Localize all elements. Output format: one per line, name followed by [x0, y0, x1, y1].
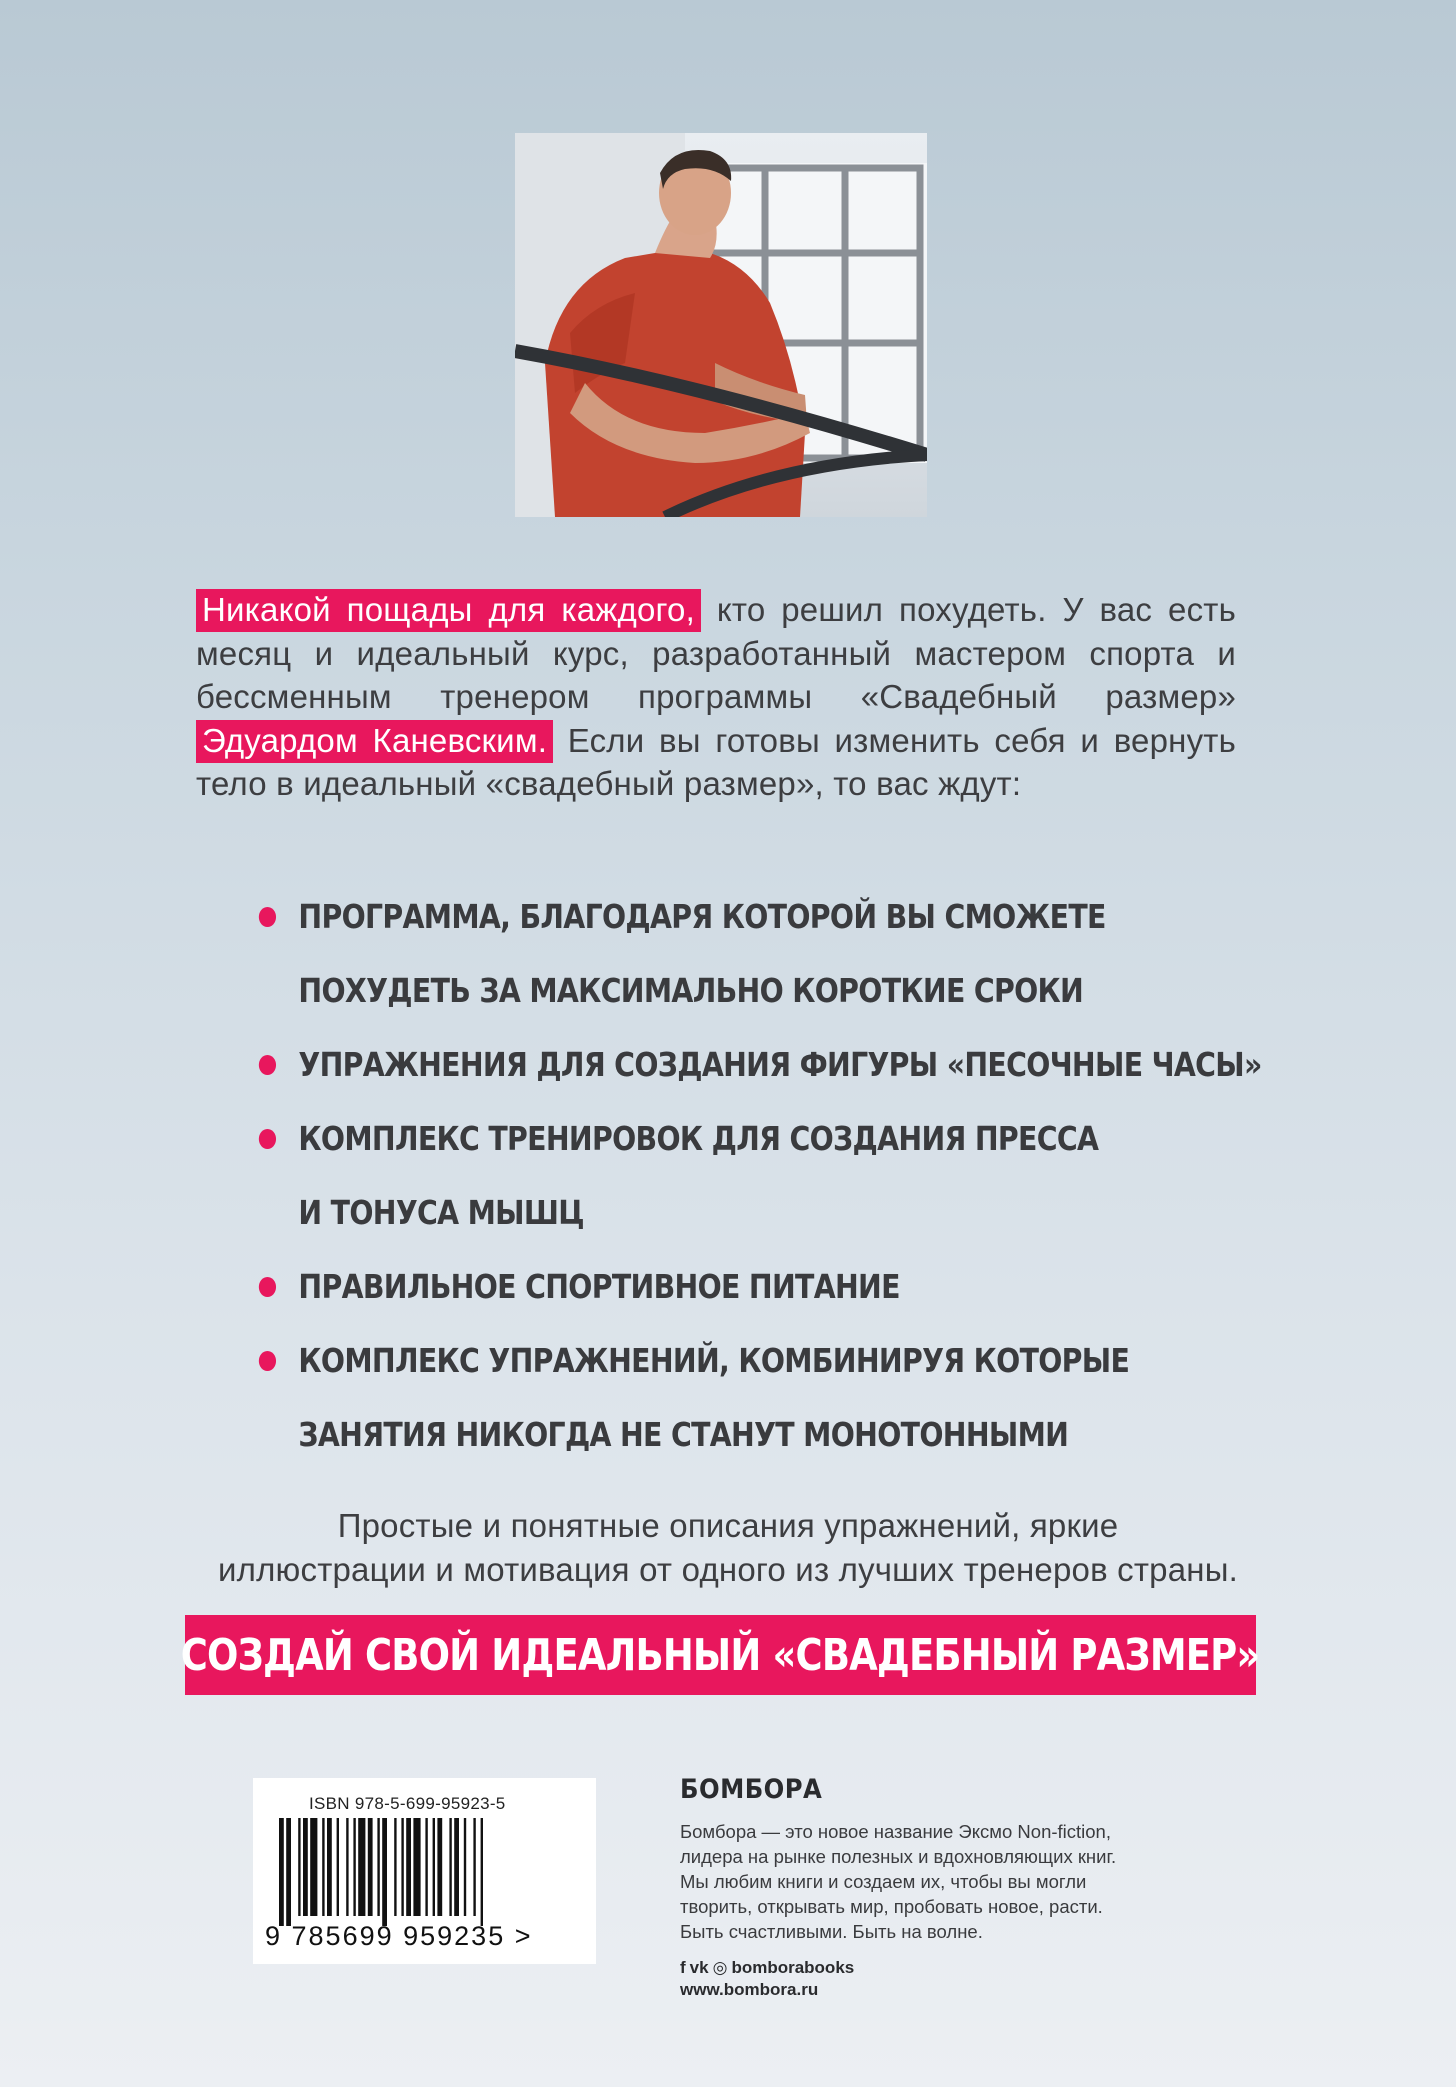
list-item — [264, 1250, 1210, 1324]
social-handle[interactable]: bomborabooks — [731, 1958, 855, 1977]
intro-text-2: Если вы готовы изменить себя и вернуть тело в идеальный «свадебный размер», то вас ждут: — [196, 721, 1236, 802]
list-item-text: ПРАВИЛЬНОЕ СПОРТИВНОЕ ПИТАНИЕ — [298, 1267, 900, 1306]
list-item-continuation — [264, 1398, 1210, 1472]
instagram-icon[interactable]: ◎ — [712, 1958, 728, 1977]
list-item — [264, 1028, 1262, 1102]
list-item-continuation — [264, 1176, 1210, 1250]
barcode-icon — [275, 1818, 575, 1926]
isbn-text: ISBN 978-5-699-95923-5 — [309, 1794, 506, 1813]
feature-list — [264, 880, 1364, 1472]
slogan-banner — [181, 1615, 1260, 1695]
publisher-description — [680, 1819, 1220, 1944]
summary-line-1: Простые и понятные описания упражнений, яркие — [337, 1507, 1119, 1544]
publisher-description-line: лидера на рынке полезных и вдохновляющих книг. — [680, 1846, 1117, 1867]
slogan-text: СОЗДАЙ СВОЙ ИДЕАЛЬНЫЙ «СВАДЕБНЫЙ РАЗМЕР» — [181, 1629, 1260, 1681]
list-item-text: УПРАЖНЕНИЯ ДЛЯ СОЗДАНИЯ ФИГУРЫ «ПЕСОЧНЫЕ ЧАСЫ» — [298, 1045, 1262, 1084]
list-item-text: ЗАНЯТИЯ НИКОГДА НЕ СТАНУТ МОНОТОННЫМИ — [298, 1415, 1069, 1454]
bullet-dot-icon — [259, 1277, 276, 1297]
publisher-description-line: Бомбора — это новое название Эксмо Non-fiction, — [680, 1821, 1111, 1842]
list-item — [264, 880, 1210, 954]
facebook-icon[interactable]: f — [680, 1958, 686, 1977]
website-link[interactable]: www.bombora.ru — [680, 1980, 819, 1999]
barcode-digits: 9 785699 959235 > — [265, 1921, 533, 1951]
publisher-block — [680, 1774, 1220, 2000]
publisher-description-line: Быть счастливыми. Быть на волне. — [680, 1921, 983, 1942]
author-photo — [515, 133, 927, 517]
list-item-text: КОМПЛЕКС ТРЕНИРОВОК ДЛЯ СОЗДАНИЯ ПРЕССА — [298, 1119, 1099, 1158]
list-item-continuation — [264, 954, 1210, 1028]
bullet-dot-icon — [259, 1351, 276, 1371]
publisher-description-line: Мы любим книги и создаем их, чтобы вы могли — [680, 1871, 1087, 1892]
publisher-description-line: творить, открывать мир, пробовать новое, расти. — [680, 1896, 1103, 1917]
summary-line-2: иллюстрации и мотивация от одного из лучших тренеров страны. — [218, 1551, 1238, 1588]
intro-highlight-2: Эдуардом Каневским. — [196, 720, 553, 763]
bullet-dot-icon — [259, 907, 276, 927]
bullet-dot-icon — [259, 1129, 276, 1149]
summary-text — [190, 1504, 1266, 1592]
list-item — [264, 1102, 1210, 1176]
intro-paragraph — [196, 588, 1236, 806]
list-item-text: ПРОГРАММА, БЛАГОДАРЯ КОТОРОЙ ВЫ СМОЖЕТЕ — [298, 897, 1106, 936]
publisher-name: БОМБОРА — [680, 1774, 823, 1805]
bullet-dot-icon — [259, 1055, 276, 1075]
intro-highlight-1: Никакой пощады для каждого, — [196, 589, 701, 632]
barcode-box — [253, 1778, 596, 1964]
list-item-text: КОМПЛЕКС УПРАЖНЕНИЙ, КОМБИНИРУЯ КОТОРЫЕ — [298, 1341, 1130, 1380]
vk-icon[interactable]: vk — [689, 1958, 709, 1977]
list-item-text: ПОХУДЕТЬ ЗА МАКСИМАЛЬНО КОРОТКИЕ СРОКИ — [298, 971, 1084, 1010]
social-links — [680, 1958, 1220, 1978]
list-item — [264, 1324, 1210, 1398]
list-item-text: И ТОНУСА МЫШЦ — [298, 1193, 584, 1232]
intro-text-1: кто решил похудеть. У вас есть месяц и идеальный курс, разработанный мастером спорта и бессменным тренером программы «Свадебный размер» — [196, 591, 1236, 715]
